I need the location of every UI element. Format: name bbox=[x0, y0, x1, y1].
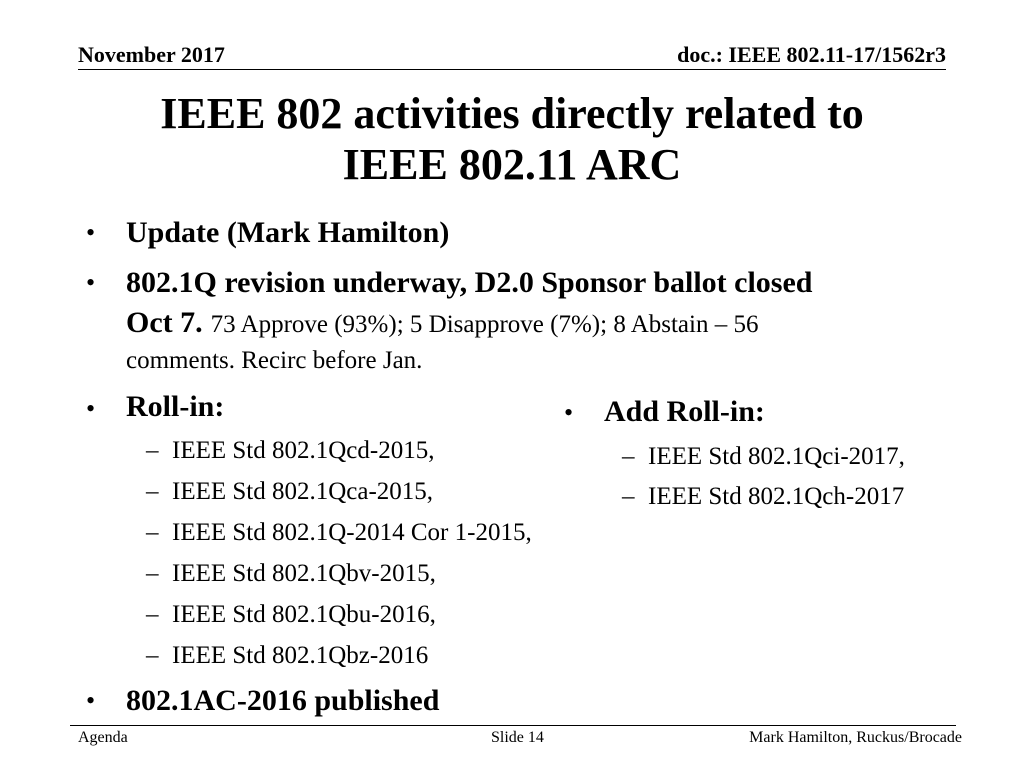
dash-icon: – bbox=[146, 560, 159, 587]
slide-title-line-1: IEEE 802 activities directly related to bbox=[160, 89, 864, 138]
bullet-revision-line-2 bbox=[126, 306, 758, 345]
bullet-revision-line-3: comments. Recirc before Jan. bbox=[126, 347, 423, 374]
bullet-icon: • bbox=[86, 268, 96, 297]
bullet-icon: • bbox=[86, 686, 96, 715]
bullet-published: 802.1AC-2016 published bbox=[126, 684, 440, 717]
bullet-add-rollin-label: Add Roll-in: bbox=[604, 395, 765, 428]
footer-section: Agenda bbox=[78, 729, 128, 746]
dash-icon: – bbox=[146, 642, 159, 669]
bullet-icon: • bbox=[564, 398, 574, 427]
dash-icon: – bbox=[146, 437, 159, 464]
dash-icon: – bbox=[146, 478, 159, 505]
footer-author: Mark Hamilton, Ruckus/Brocade bbox=[749, 729, 962, 746]
rollin-item: IEEE Std 802.1Qbv-2015, bbox=[172, 560, 436, 587]
header-divider bbox=[78, 69, 946, 70]
dash-icon: – bbox=[146, 601, 159, 628]
header-date: November 2017 bbox=[78, 42, 225, 67]
rollin-item: IEEE Std 802.1Qbz-2016 bbox=[172, 642, 429, 669]
footer-slide-number: Slide 14 bbox=[491, 729, 544, 746]
dash-icon: – bbox=[622, 483, 635, 510]
revision-ballot-results: 73 Approve (93%); 5 Disapprove (7%); 8 Abstain – 56 bbox=[210, 311, 759, 338]
bullet-revision-line-1: 802.1Q revision underway, D2.0 Sponsor ballot closed bbox=[126, 266, 813, 299]
rollin-item: IEEE Std 802.1Qca-2015, bbox=[172, 478, 434, 505]
rollin-item: IEEE Std 802.1Qcd-2015, bbox=[172, 437, 435, 464]
slide-title-line-2: IEEE 802.11 ARC bbox=[342, 140, 682, 189]
rollin-item: IEEE Std 802.1Q-2014 Cor 1-2015, bbox=[172, 519, 532, 546]
slide-title bbox=[62, 88, 962, 190]
dash-icon: – bbox=[622, 443, 635, 470]
add-rollin-item: IEEE Std 802.1Qci-2017, bbox=[648, 443, 905, 470]
revision-date: Oct 7. bbox=[126, 306, 203, 339]
bullet-icon: • bbox=[86, 394, 96, 423]
rollin-item: IEEE Std 802.1Qbu-2016, bbox=[172, 601, 436, 628]
add-rollin-item: IEEE Std 802.1Qch-2017 bbox=[648, 483, 905, 510]
bullet-icon: • bbox=[86, 218, 96, 247]
header-doc-id: doc.: IEEE 802.11-17/1562r3 bbox=[677, 42, 946, 67]
dash-icon: – bbox=[146, 519, 159, 546]
footer-divider bbox=[70, 725, 956, 726]
bullet-update: Update (Mark Hamilton) bbox=[126, 216, 450, 249]
bullet-rollin-label: Roll-in: bbox=[126, 390, 225, 423]
